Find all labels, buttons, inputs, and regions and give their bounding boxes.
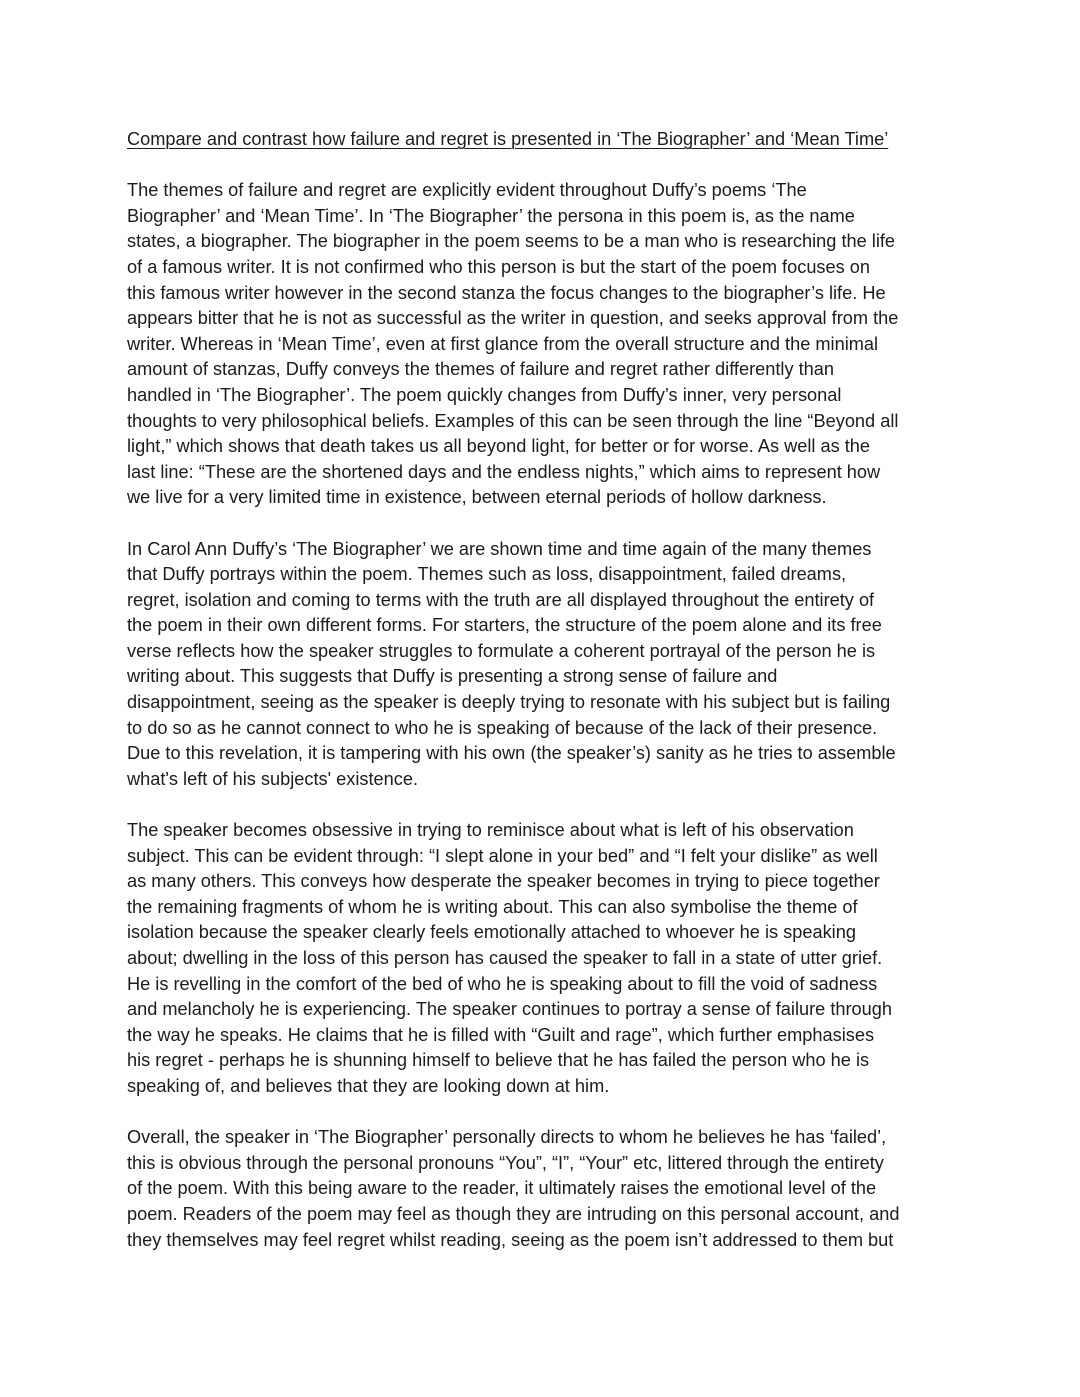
paragraph-line: states, a biographer. The biographer in the poem seems to be a man who is researching the life [127,231,896,252]
paragraph-line: regret, isolation and coming to terms with the truth are all displayed throughout the entirety of [127,589,875,610]
paragraph-line: disappointment, seeing as the speaker is deeply trying to resonate with his subject but is failing [127,692,891,713]
paragraph-line: as many others. This conveys how desperate the speaker becomes in trying to piece together [127,871,880,892]
paragraph-line: of the poem. With this being aware to the reader, it ultimately raises the emotional level of the [127,1178,877,1199]
paragraph-line: amount of stanzas, Duffy conveys the themes of failure and regret rather differently than [127,359,835,380]
paragraph-line: writer. Whereas in ‘Mean Time’, even at first glance from the overall structure and the minimal [127,333,879,354]
paragraph-line: his regret - perhaps he is shunning himself to believe that he has failed the person who he is [127,1050,870,1071]
paragraph-line: In Carol Ann Duffy’s ‘The Biographer’ we are shown time and time again of the many themes [127,538,872,559]
paragraph-1 [127,178,967,511]
paragraph-line: Biographer’ and ‘Mean Time’. In ‘The Biographer’ the persona in this poem is, as the name [127,205,855,226]
paragraph-line: the poem in their own different forms. For starters, the structure of the poem alone and its free [127,615,882,636]
paragraph-line: of a famous writer. It is not confirmed who this person is but the start of the poem focuses on [127,256,871,277]
paragraph-line: isolation because the speaker clearly feels emotionally attached to whoever he is speaking [127,922,856,943]
paragraph-line: light,” which shows that death takes us all beyond light, for better or for worse. As well as the [127,436,871,457]
paragraph-2 [127,537,967,793]
paragraph-line: this is obvious through the personal pronouns “You”, “I”, “Your” etc, littered through the entirety [127,1152,884,1173]
paragraph-list [127,178,967,1253]
paragraph-line: verse reflects how the speaker struggles to formulate a coherent portrayal of the person he is [127,640,876,661]
paragraph-4 [127,1125,967,1253]
paragraph-line: to do so as he cannot connect to who he is speaking of because of the lack of their presence. [127,717,878,738]
paragraph-line: what's left of his subjects' existence. [127,768,419,789]
paragraph-line: Due to this revelation, it is tampering with his own (the speaker’s) sanity as he tries to assemble [127,743,896,764]
paragraph-line: the remaining fragments of whom he is writing about. This can also symbolise the theme of [127,896,858,917]
paragraph-line: this famous writer however in the second stanza the focus changes to the biographer’s life. He [127,282,886,303]
paragraph-line: poem. Readers of the poem may feel as though they are intruding on this personal account, and [127,1203,900,1224]
document-body [127,127,967,1253]
paragraph-line: The themes of failure and regret are explicitly evident throughout Duffy’s poems ‘The [127,180,807,201]
paragraph-line: and melancholy he is experiencing. The speaker continues to portray a sense of failure through [127,999,893,1020]
paragraph-line: that Duffy portrays within the poem. Themes such as loss, disappointment, failed dreams, [127,564,847,585]
paragraph-line: they themselves may feel regret whilst reading, seeing as the poem isn’t addressed to them but [127,1229,894,1250]
paragraph-line: subject. This can be evident through: “I slept alone in your bed” and “I felt your dislike” as well [127,845,878,866]
paragraph-line: handled in ‘The Biographer’. The poem quickly changes from Duffy’s inner, very personal [127,384,842,405]
paragraph-line: The speaker becomes obsessive in trying to reminisce about what is left of his observation [127,820,854,841]
document-title: Compare and contrast how failure and regret is presented in ‘The Biographer’ and ‘Mean Time’ [127,129,889,149]
paragraph-line: appears bitter that he is not as successful as the writer in question, and seeks approval from the [127,308,899,329]
paragraph-line: about; dwelling in the loss of this person has caused the speaker to fall in a state of utter grief. [127,948,883,968]
paragraph-3 [127,818,967,1100]
paragraph-line: the way he speaks. He claims that he is filled with “Guilt and rage”, which further emphasises [127,1024,875,1045]
paragraph-line: speaking of, and believes that they are looking down at him. [127,1075,610,1096]
paragraph-line: thoughts to very philosophical beliefs. Examples of this can be seen through the line “Beyond all [127,410,899,431]
paragraph-line: writing about. This suggests that Duffy is presenting a strong sense of failure and [127,666,778,687]
paragraph-line: Overall, the speaker in ‘The Biographer’ personally directs to whom he believes he has ‘failed’, [127,1127,887,1148]
paragraph-line: last line: “These are the shortened days and the endless nights,” which aims to represent how [127,461,881,482]
paragraph-line: we live for a very limited time in existence, between eternal periods of hollow darkness. [127,487,827,508]
paragraph-line: He is revelling in the comfort of the bed of who he is speaking about to fill the void of sadness [127,973,878,994]
